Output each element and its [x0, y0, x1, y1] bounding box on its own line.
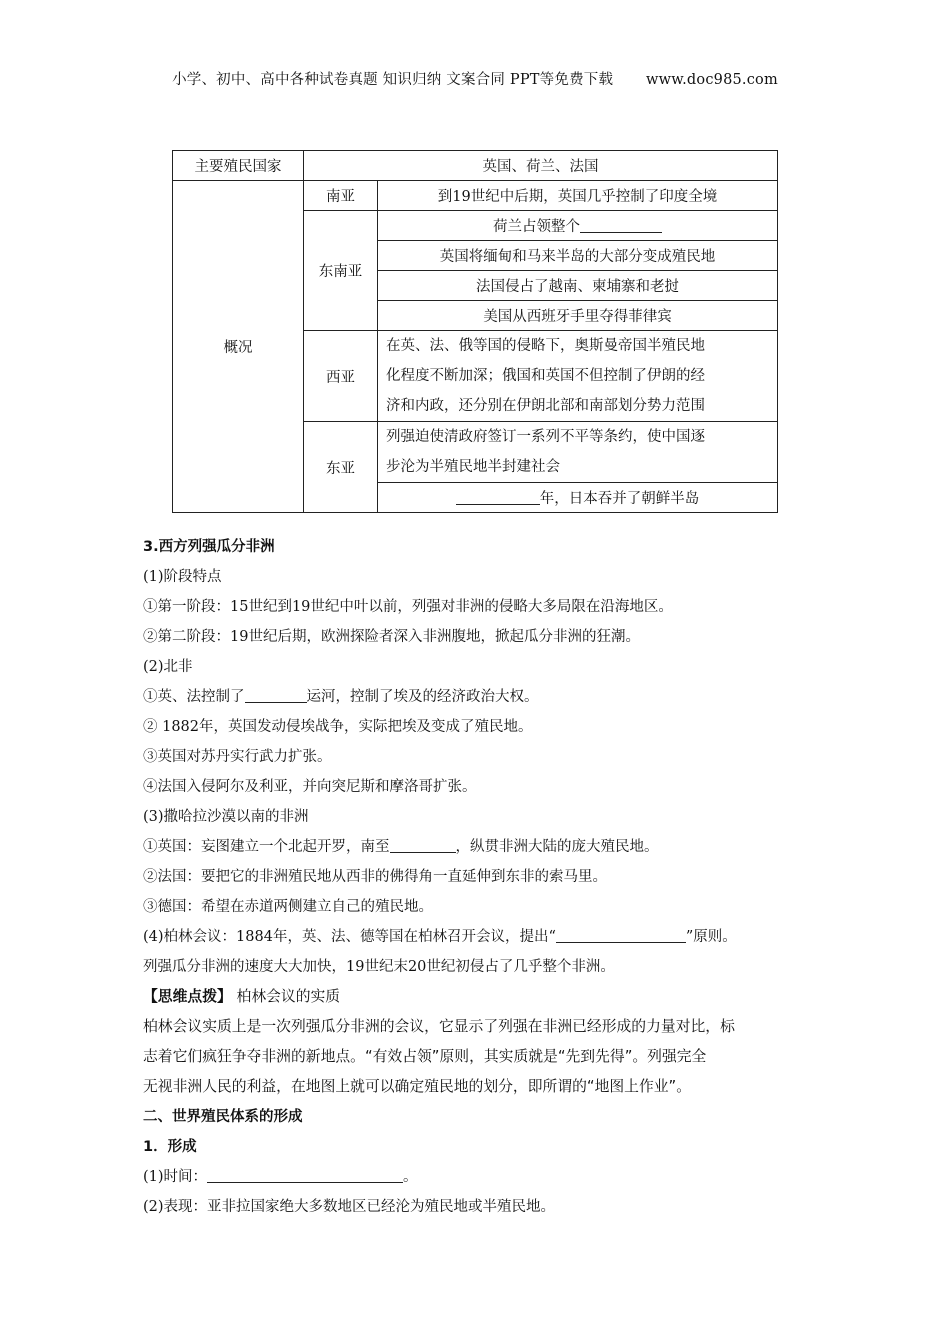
- cell-line: 在英、法、俄等国的侵略下，奥斯曼帝国半殖民地: [386, 338, 705, 354]
- text-span: ①英国：妄图建立一个北起开罗，南至: [143, 839, 390, 855]
- sub-title: 1．形成: [143, 1139, 197, 1155]
- region-southeast-asia: 东南亚: [304, 211, 378, 331]
- paragraph: [143, 922, 833, 952]
- cell-text: 年，日本吞并了朝鲜半岛: [539, 491, 700, 507]
- table-cell: [378, 331, 778, 422]
- tip-label: 【思维点拨】: [143, 988, 232, 1005]
- region-west-asia: 西亚: [304, 331, 378, 422]
- paragraph: [143, 832, 833, 862]
- paragraph: ② 1882年，英国发动侵埃战争，实际把埃及变成了殖民地。: [143, 719, 533, 735]
- colonial-table: [172, 150, 778, 513]
- table-cell: [378, 211, 778, 241]
- table-row: [173, 151, 778, 181]
- head-label: 主要殖民国家: [173, 151, 304, 181]
- table-cell: 到19世纪中后期，英国几乎控制了印度全境: [378, 181, 778, 211]
- paragraph: 列强瓜分非洲的速度大大加快，19世纪末20世纪初侵占了几乎整个非洲。: [143, 959, 615, 975]
- part-title: 二、世界殖民体系的形成: [143, 1109, 303, 1125]
- paragraph: ②第二阶段：19世纪后期，欧洲探险者深入非洲腹地，掀起瓜分非洲的狂潮。: [143, 629, 640, 645]
- tip-heading: [143, 982, 833, 1012]
- text-span: ①英、法控制了: [143, 689, 245, 705]
- cell-line: 列强迫使清政府签订一系列不平等条约，使中国逐: [386, 429, 705, 445]
- table-cell: 英国将缅甸和马来半岛的大部分变成殖民地: [378, 241, 778, 271]
- table-row: [173, 181, 778, 211]
- paragraph: (2)表现：亚非拉国家绝大多数地区已经沦为殖民地或半殖民地。: [143, 1199, 556, 1215]
- fill-blank[interactable]: [390, 836, 456, 853]
- cell-text: 荷兰占领整个: [493, 219, 580, 235]
- tip-line: 柏林会议实质上是一次列强瓜分非洲的会议，它显示了列强在非洲已经形成的力量对比，标: [143, 1018, 735, 1035]
- page-header: [0, 68, 950, 89]
- overview-label: 概况: [173, 181, 304, 513]
- header-text: 小学、初中、高中各种试卷真题 知识归纳 文案合同 PPT等免费下载: [172, 72, 614, 88]
- cell-line: 步沦为半殖民地半封建社会: [386, 459, 560, 475]
- section-title: 3.西方列强瓜分非洲: [143, 539, 275, 555]
- tip-line: 无视非洲人民的利益，在地图上就可以确定殖民地的划分，即所谓的“地图上作业”。: [143, 1078, 692, 1095]
- table-cell: [378, 422, 778, 483]
- table-cell: 法国侵占了越南、柬埔寨和老挝: [378, 271, 778, 301]
- text-span: ”原则。: [685, 929, 737, 945]
- table-cell: [378, 483, 778, 513]
- sub-title: (3)撒哈拉沙漠以南的非洲: [143, 809, 309, 825]
- text-span: 。: [403, 1169, 418, 1185]
- paragraph: ①第一阶段：15世纪到19世纪中叶以前，列强对非洲的侵略大多局限在沿海地区。: [143, 599, 673, 615]
- text-span: (4)柏林会议：1884年，英、法、德等国在柏林召开会议，提出“: [143, 929, 556, 945]
- paragraph: [143, 682, 833, 712]
- fill-blank[interactable]: [556, 926, 686, 943]
- fill-blank[interactable]: [580, 216, 662, 233]
- content-body: [143, 532, 833, 1222]
- text-span: (1)时间：: [143, 1169, 208, 1185]
- fill-blank[interactable]: [456, 488, 540, 505]
- tip-title: 柏林会议的实质: [236, 988, 341, 1005]
- fill-blank[interactable]: [207, 1166, 403, 1183]
- paragraph: ④法国入侵阿尔及利亚，并向突尼斯和摩洛哥扩张。: [143, 779, 477, 795]
- text-span: 运河，控制了埃及的经济政治大权。: [306, 689, 539, 705]
- paragraph: ③德国：希望在赤道两侧建立自己的殖民地。: [143, 899, 433, 915]
- cell-line: 济和内政，还分别在伊朗北部和南部划分势力范围: [386, 398, 705, 414]
- fill-blank[interactable]: [245, 686, 307, 703]
- region-south-asia: 南亚: [304, 181, 378, 211]
- head-value: 英国、荷兰、法国: [304, 151, 778, 181]
- paragraph: ②法国：要把它的非洲殖民地从西非的佛得角一直延伸到东非的索马里。: [143, 869, 607, 885]
- table-cell: 美国从西班牙手里夺得菲律宾: [378, 301, 778, 331]
- region-east-asia: 东亚: [304, 422, 378, 513]
- cell-line: 化程度不断加深；俄国和英国不但控制了伊朗的经: [386, 368, 705, 384]
- text-span: ，纵贯非洲大陆的庞大殖民地。: [455, 839, 659, 855]
- tip-line: 志着它们疯狂争夺非洲的新地点。“有效占领”原则，其实质就是“先到先得”。列强完全: [143, 1048, 707, 1065]
- sub-title: (2)北非: [143, 659, 193, 675]
- paragraph: ③英国对苏丹实行武力扩张。: [143, 749, 332, 765]
- sub-title: (1)阶段特点: [143, 569, 222, 585]
- header-site: www.doc985.com: [645, 72, 778, 88]
- paragraph: [143, 1162, 833, 1192]
